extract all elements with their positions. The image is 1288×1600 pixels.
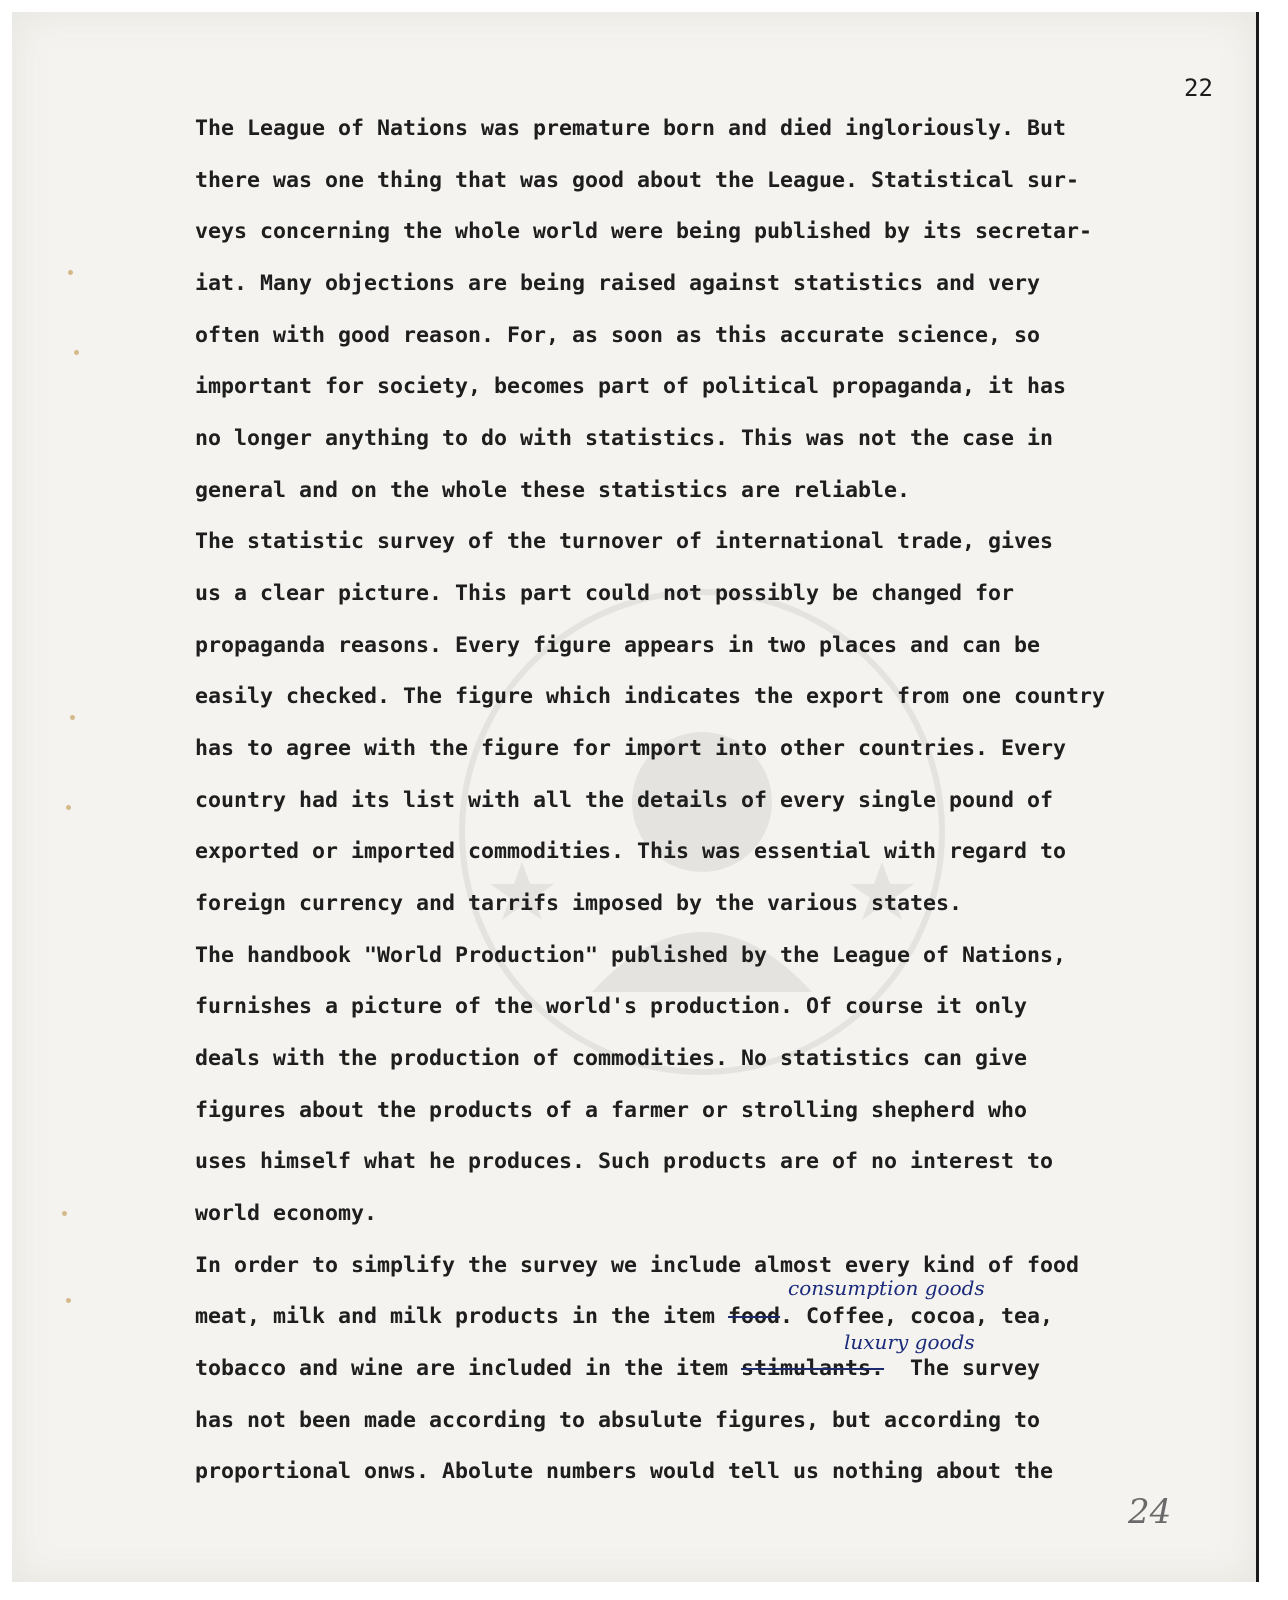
text-line: world economy. <box>195 1201 378 1226</box>
text-line: proportional onws. Abolute numbers would tell us nothing about the <box>195 1459 1054 1484</box>
paper-speck <box>66 805 71 810</box>
text-line: The handbook "World Production" published by the League of Nations, <box>195 943 1067 968</box>
paper-speck <box>62 1211 67 1216</box>
text-segment: meat, milk and milk products in the item <box>195 1304 729 1329</box>
text-line: easily checked. The figure which indicates the export from one country <box>195 684 1106 709</box>
text-line: general and on the whole these statistics are reliable. <box>195 478 911 503</box>
text-line-with-correction <box>195 1356 1040 1381</box>
paper-speck <box>74 350 79 355</box>
text-line: uses himself what he produces. Such products are of no interest to <box>195 1149 1054 1174</box>
text-line: has not been made according to absulute figures, but according to <box>195 1408 1041 1433</box>
text-line: The statistic survey of the turnover of international trade, gives <box>195 529 1054 554</box>
text-line: often with good reason. For, as soon as this accurate science, so <box>195 323 1041 348</box>
paper-speck <box>68 270 73 275</box>
text-segment: The survey <box>884 1356 1041 1381</box>
text-line-with-correction <box>195 1304 1053 1329</box>
text-line: has to agree with the figure for import into other countries. Every <box>195 736 1067 761</box>
handwritten-correction-stimulants: luxury goods <box>844 1330 975 1354</box>
text-line: veys concerning the whole world were being published by its secretar- <box>195 219 1093 244</box>
text-line: furnishes a picture of the world's production. Of course it only <box>195 994 1028 1019</box>
text-line: us a clear picture. This part could not possibly be changed for <box>195 581 1015 606</box>
text-line: deals with the production of commodities. No statistics can give <box>195 1046 1028 1071</box>
paper-speck <box>70 715 75 720</box>
struck-word: stimulants. <box>741 1356 885 1381</box>
text-segment: . Coffee, cocoa, tea, <box>780 1304 1054 1329</box>
text-line: important for society, becomes part of political propaganda, it has <box>195 374 1067 399</box>
handwritten-correction-food: consumption goods <box>788 1276 985 1300</box>
page-number: 22 <box>1184 74 1213 102</box>
text-segment: tobacco and wine are included in the item <box>195 1356 742 1381</box>
text-line: In order to simplify the survey we include almost every kind of food <box>195 1253 1080 1278</box>
text-line: foreign currency and tarrifs imposed by the various states. <box>195 891 963 916</box>
archive-page-number: 24 <box>1128 1492 1172 1532</box>
text-line: propaganda reasons. Every figure appears in two places and can be <box>195 633 1041 658</box>
text-line: there was one thing that was good about the League. Statistical sur- <box>195 168 1080 193</box>
text-line: iat. Many objections are being raised against statistics and very <box>195 271 1041 296</box>
document-page <box>12 12 1259 1582</box>
struck-word: food <box>728 1304 781 1329</box>
text-line: country had its list with all the details of every single pound of <box>195 788 1054 813</box>
text-line: no longer anything to do with statistics. This was not the case in <box>195 426 1054 451</box>
text-line: The League of Nations was premature born and died ingloriously. But <box>195 116 1067 141</box>
text-line: exported or imported commodities. This was essential with regard to <box>195 839 1067 864</box>
paper-speck <box>66 1298 71 1303</box>
text-line: figures about the products of a farmer or strolling shepherd who <box>195 1098 1028 1123</box>
